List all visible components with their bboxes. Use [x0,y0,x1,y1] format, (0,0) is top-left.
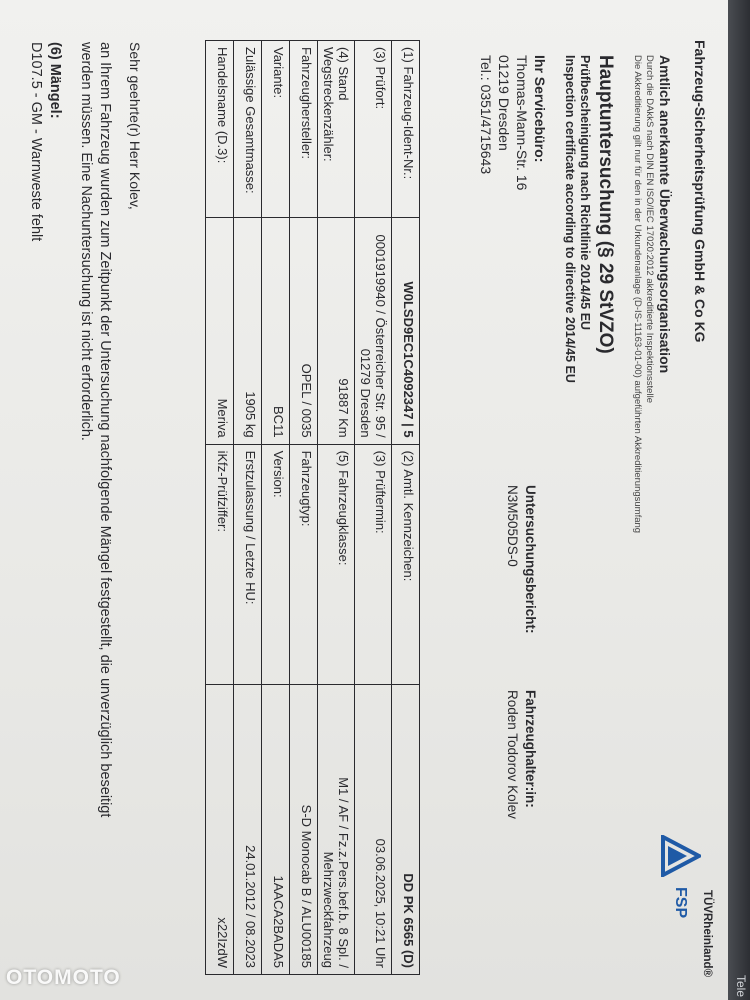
table-row [392,41,420,975]
table-value: BC11 [262,218,290,445]
logo-brand: TÜVRheinland® [701,890,713,978]
tuv-triangle-icon [661,835,701,877]
report-number: N3M505DS-0 [505,485,520,567]
edge-text: Tele [734,975,748,998]
message-line-2: werden müssen. Eine Nachuntersuchung ist nicht erforderlich. [78,42,94,441]
plate-value: DD PK 6565 (D) [392,685,420,975]
table-label: Zulässige Gesamtmasse: [234,41,262,218]
report-label: Untersuchungsbericht: [523,485,538,634]
message-line-1: an Ihrem Fahrzeug wurden zum Zeitpunkt der Untersuchung nachfolgende Mängel festgestellt, die unverzüglich beseitigt [97,42,113,818]
vehicle-data-table [205,40,420,975]
table-label: (3) Prüftermin: [355,444,392,684]
table-label: Erstzulassung / Letzte HU: [234,444,262,684]
table-label: Version: [262,444,290,684]
company-name: Fahrzeug-Sicherheitsprüfung GmbH & Co KG [692,40,708,343]
table-label: Fahrzeughersteller: [290,41,318,218]
table-value: 1905 kg [234,218,262,445]
service-office-city: 01219 Dresden [496,55,512,151]
service-office-phone: Tel.: 0351/4715643 [478,55,494,175]
table-value: 1AACA2BADA5 [262,685,290,975]
table-value: 03.06.2025, 10:21 Uhr [355,685,392,975]
table-row [206,41,234,975]
otomoto-watermark: OTOMOTO [6,966,121,989]
table-label: Variante: [262,41,290,218]
table-label: (5) Fahrzeugklasse: [318,444,355,684]
table-value: x22IzdW [206,685,234,975]
table-value: S-D Monocab B / ALU00185 [290,685,318,975]
defects-heading: (6) Mängel: [47,42,63,119]
table-row [262,41,290,975]
table-label: iKfz-Prüfziffer: [206,444,234,684]
service-office-heading: Ihr Servicebüro: [532,55,548,163]
accreditation-line-2: Die Akkreditierung gilt nur für den in der Urkundenanlage (D-IS-11163-01-00) aufgeführten Akkreditierungsumfang [632,55,643,534]
subtitle-en: Inspection certificate according to directive 2014/45 EU [563,55,577,383]
table-value: Meriva [206,218,234,445]
table-value: M1 / AF / Fz.z.Pers.bef.b. 8 Spl. / Mehrzweckfahrzeug [318,685,355,975]
table-value: 24.01.2012 / 08.2023 [234,685,262,975]
table-label: Fahrzeugtyp: [290,444,318,684]
vin-value: W0LSD9EC1C4092347 | 5 [392,218,420,445]
page-title: Hauptuntersuchung (§ 29 StVZO) [595,55,616,354]
greeting: Sehr geehrte(r) Herr Kolev, [127,42,143,210]
table-value: 91887 Km [318,218,355,445]
table-label: (3) Prüfort: [355,41,392,218]
table-label: (4) Stand Wegstreckenzähler: [318,41,355,218]
background-edge [728,0,750,1000]
table-value: OPEL / 0035 [290,218,318,445]
owner-label: Fahrzeughalter:in: [523,690,538,808]
table-label: Handelsname (D.3): [206,41,234,218]
service-office-street: Thomas-Mann-Str. 16 [514,55,530,191]
accreditation-line-1: Durch die DAkkS nach DIN EN ISO/IEC 17020:2012 akkreditierte Inspektionsstelle [644,55,655,403]
organisation-line: Amtlich anerkannte Überwachungsorganisation [657,55,673,374]
table-row [318,41,355,975]
subtitle-de: Prüfbescheinigung nach Richtlinie 2014/45 EU [578,55,592,331]
defect-item: D107.5 - GM - Warnweste fehlt [28,42,44,242]
table-label: (2) Amtl. Kennzeichen: [392,444,420,684]
tuv-fsp-logo [658,835,713,985]
table-row [290,41,318,975]
table-row [355,41,392,975]
owner-name: Roden Todorov Kolev [505,690,520,819]
table-row [234,41,262,975]
logo-name: FSP [672,887,689,919]
table-label: (1) Fahrzeug-Ident-Nr.: [392,41,420,218]
table-value: 0001919940 / Österreicher Str. 95 / 01279 Dresden [355,218,392,445]
